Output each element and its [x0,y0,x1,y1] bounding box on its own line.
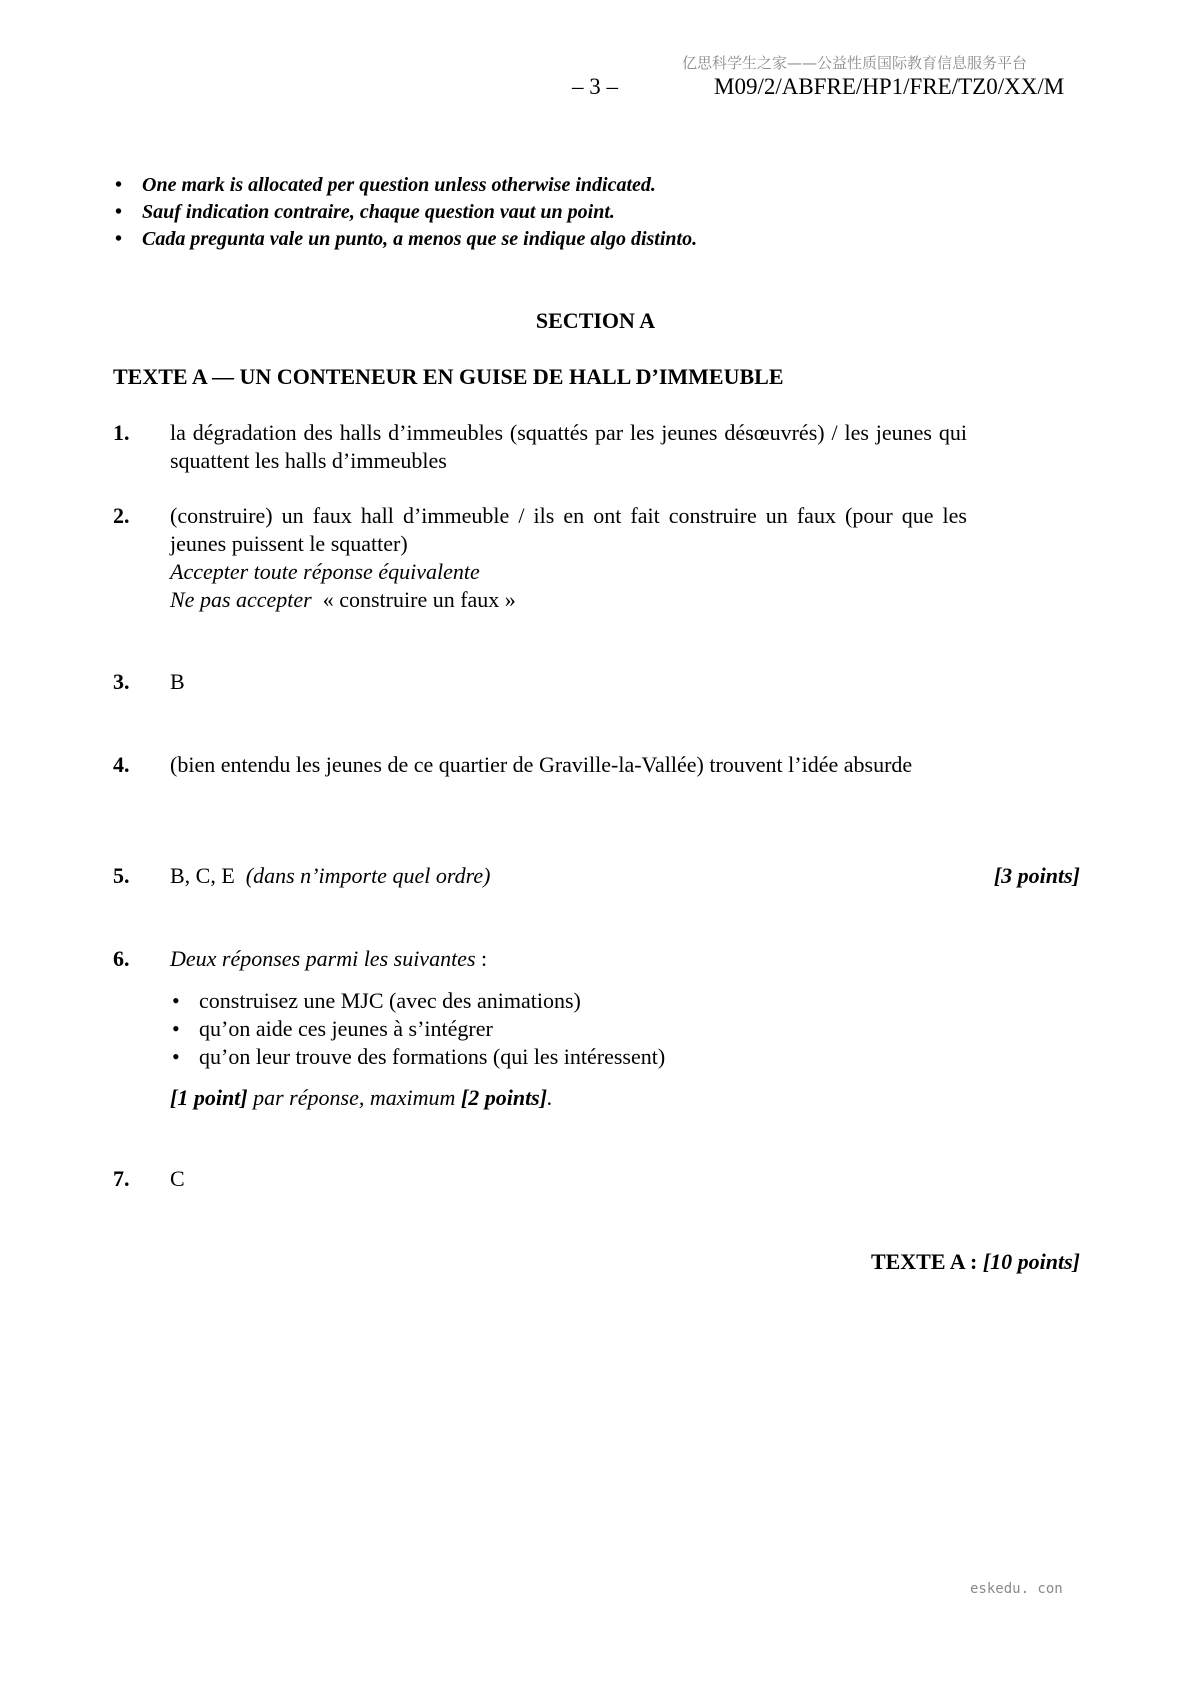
question-4-answer: (bien entendu les jeunes de ce quartier de Graville-la-Vallée) trouvent l’idée absurde [170,752,913,777]
document-code: M09/2/ABFRE/HP1/FRE/TZ0/XX/M [714,74,1065,99]
question-6-marking [170,1084,967,1112]
question-6-answer-item: • qu’on aide ces jeunes à s’intégrer [170,1015,967,1043]
instruction-english: • One mark is allocated per question unless otherwise indicated. [113,172,697,199]
question-2-block [170,502,967,614]
question-3-answer: B [170,669,185,694]
question-6-marking-end: . [547,1085,553,1110]
question-2-note-accept: Accepter toute réponse équivalente [170,559,480,584]
instruction-spanish: • Cada pregunta vale un punto, a menos que se indique algo distinto. [113,226,697,253]
question-6-answer-item: • qu’on leur trouve des formations (qui les intéressent) [170,1043,967,1071]
question-4-number: 4. [113,752,130,777]
question-7-number: 7. [113,1166,130,1191]
question-1-number: 1. [113,420,130,445]
question-7-answer: C [170,1166,185,1191]
watermark-top: 亿思科学生之家——公益性质国际教育信息服务平台 [682,54,1028,72]
question-1-answer: la dégradation des halls d’immeubles (squattés par les jeunes désœuvrés) / les jeunes qui squattent les halls d’immeubles [170,420,967,473]
question-5-number: 5. [113,863,130,888]
texte-title: TEXTE A — UN CONTENEUR EN GUISE DE HALL D’IMMEUBLE [113,364,784,389]
question-6-intro-colon: : [475,946,488,971]
question-6-block [170,945,967,1112]
question-6-intro-text: Deux réponses parmi les suivantes [170,946,476,971]
question-6-marking-max: [2 points] [460,1085,548,1110]
question-5-answer: B, C, E [170,863,235,888]
instruction-french: • Sauf indication contraire, chaque question vaut un point. [113,199,697,226]
section-title: SECTION A [535,308,656,333]
question-2-note-reject-text: « construire un faux » [322,587,516,612]
question-2-answer: (construire) un faux hall d’immeuble / ils en ont fait construire un faux (pour que les jeunes puissent le squatter) [170,503,967,556]
question-5-note: (dans n’importe quel ordre) [245,863,491,888]
question-6-answer-item: • construisez une MJC (avec des animations) [170,987,967,1015]
question-5-points: [3 points] [993,863,1080,888]
total-points: [10 points] [982,1249,1080,1274]
watermark-bottom: eskedu. con [970,1581,1063,1597]
question-2-note-reject-label: Ne pas accepter [170,587,312,612]
page-number: – 3 – [572,74,618,99]
question-6-marking-per-answer: [1 point] [170,1085,248,1110]
question-6-answer-list [170,987,967,1071]
question-6-number: 6. [113,946,130,971]
question-2-note-reject [170,586,967,614]
texte-a-total [871,1248,1080,1276]
question-5-block [170,862,967,890]
question-2-number: 2. [113,503,130,528]
total-label: TEXTE A : [870,1249,983,1274]
question-6-marking-text: par réponse, maximum [247,1085,461,1110]
question-6-intro [170,945,967,973]
marking-instructions [113,172,697,253]
question-3-number: 3. [113,669,130,694]
